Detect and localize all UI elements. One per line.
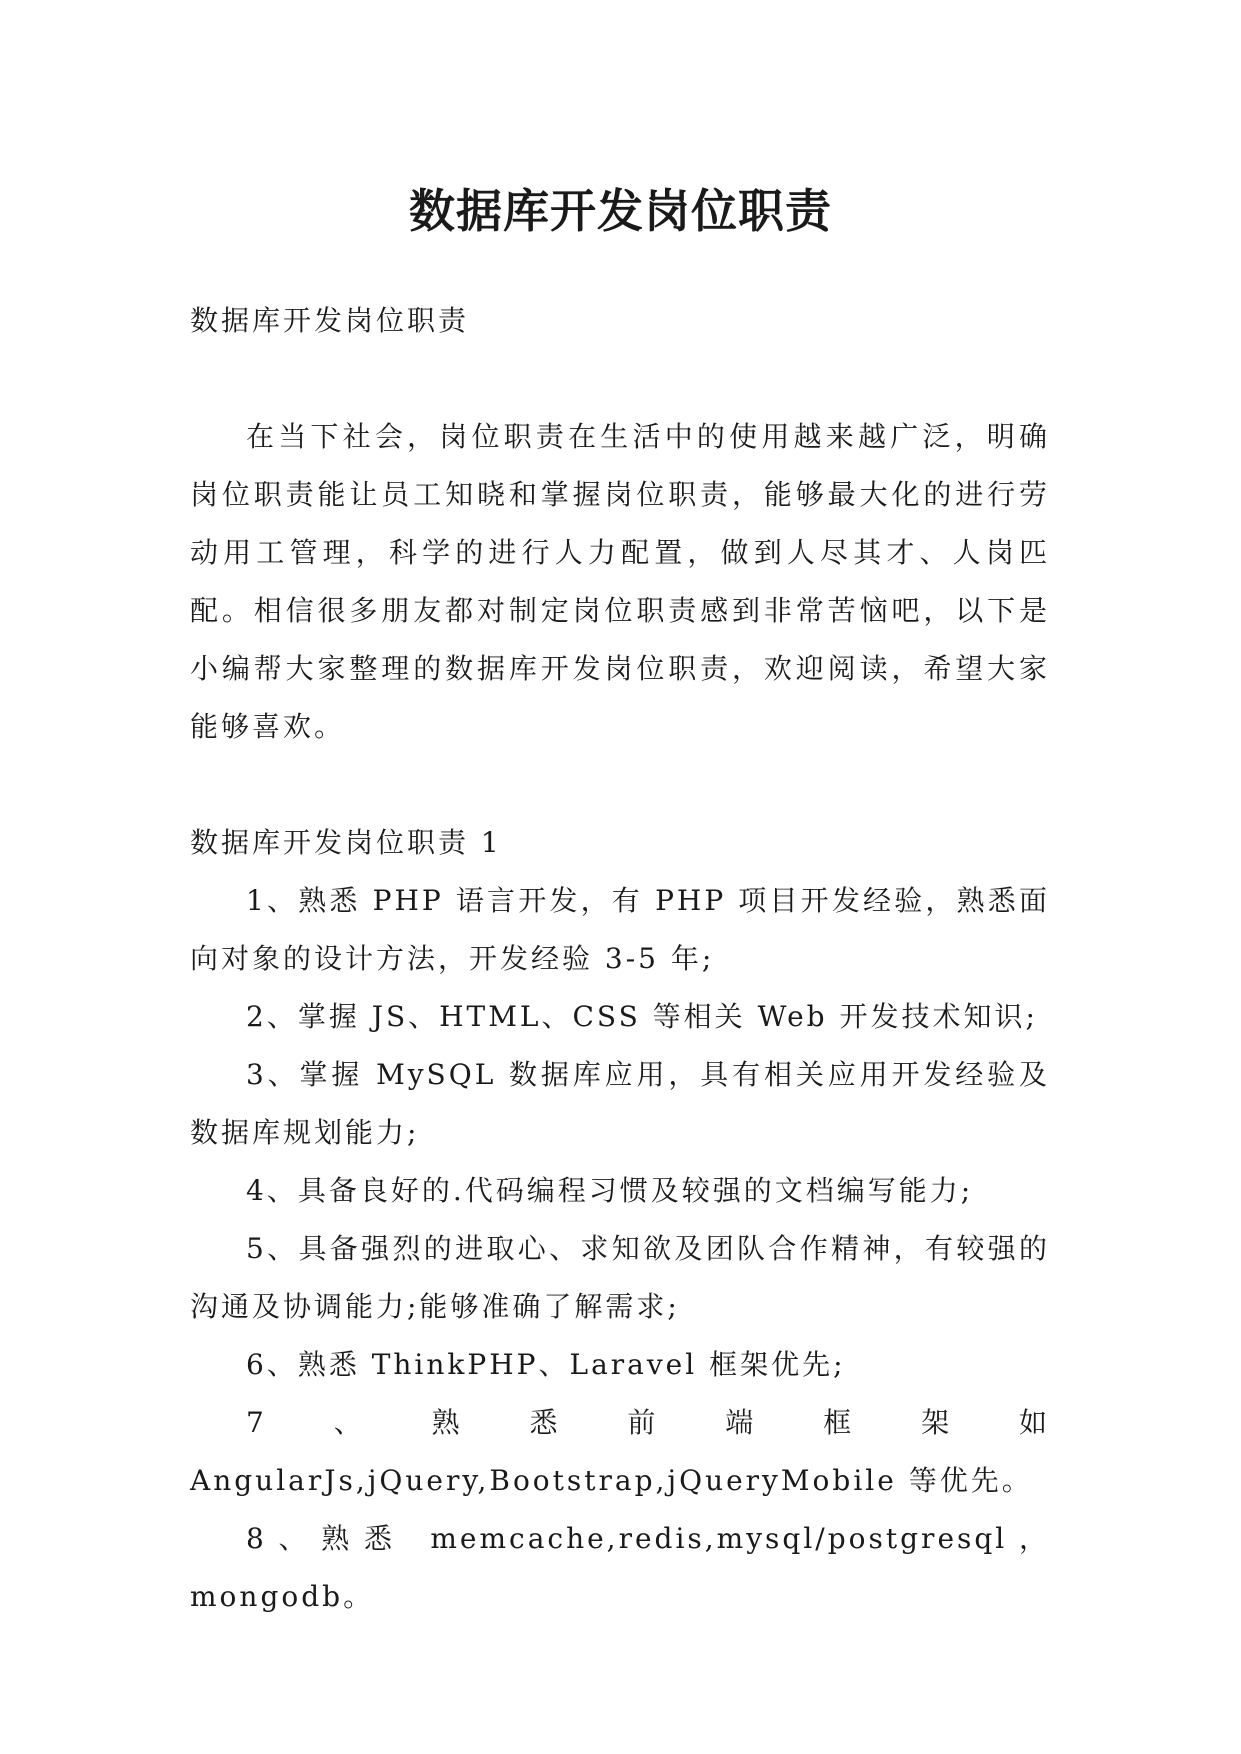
list-item: 8、熟悉 memcache,redis,mysql/postgresql，mongodb。 (190, 1522, 1050, 1613)
list-item: 2、掌握 JS、HTML、CSS 等相关 Web 开发技术知识; (246, 1000, 1038, 1033)
list-item: 3、掌握 MySQL 数据库应用，具有相关应用开发经验及数据库规划能力; (190, 1058, 1050, 1149)
list-item: 6、熟悉 ThinkPHP、Laravel 框架优先; (246, 1348, 846, 1381)
document-subtitle: 数据库开发岗位职责 (190, 304, 470, 337)
list-item: 1、熟悉 PHP 语言开发，有 PHP 项目开发经验，熟悉面向对象的设计方法，开发经验 3-5 年; (190, 884, 1050, 975)
document-body (190, 292, 1050, 1626)
intro-paragraph: 在当下社会，岗位职责在生活中的使用越来越广泛，明确岗位职责能让员工知晓和掌握岗位职责，能够最大化的进行劳动用工管理，科学的进行人力配置，做到人尽其才、人岗匹配。相信很多朋友都对制定岗位职责感到非常苦恼吧，以下是小编帮大家整理的数据库开发岗位职责，欢迎阅读，希望大家能够喜欢。 (190, 420, 1050, 743)
list-item: 7、熟悉前端框架如 AngularJs,jQuery,Bootstrap,jQueryMobile 等优先。 (190, 1406, 1050, 1497)
document-title: 数据库开发岗位职责 (409, 183, 832, 238)
section-heading: 数据库开发岗位职责 1 (190, 826, 502, 859)
list-item: 5、具备强烈的进取心、求知欲及团队合作精神，有较强的沟通及协调能力;能够准确了解需求; (190, 1232, 1050, 1323)
list-item: 4、具备良好的.代码编程习惯及较强的文档编写能力; (246, 1174, 974, 1207)
